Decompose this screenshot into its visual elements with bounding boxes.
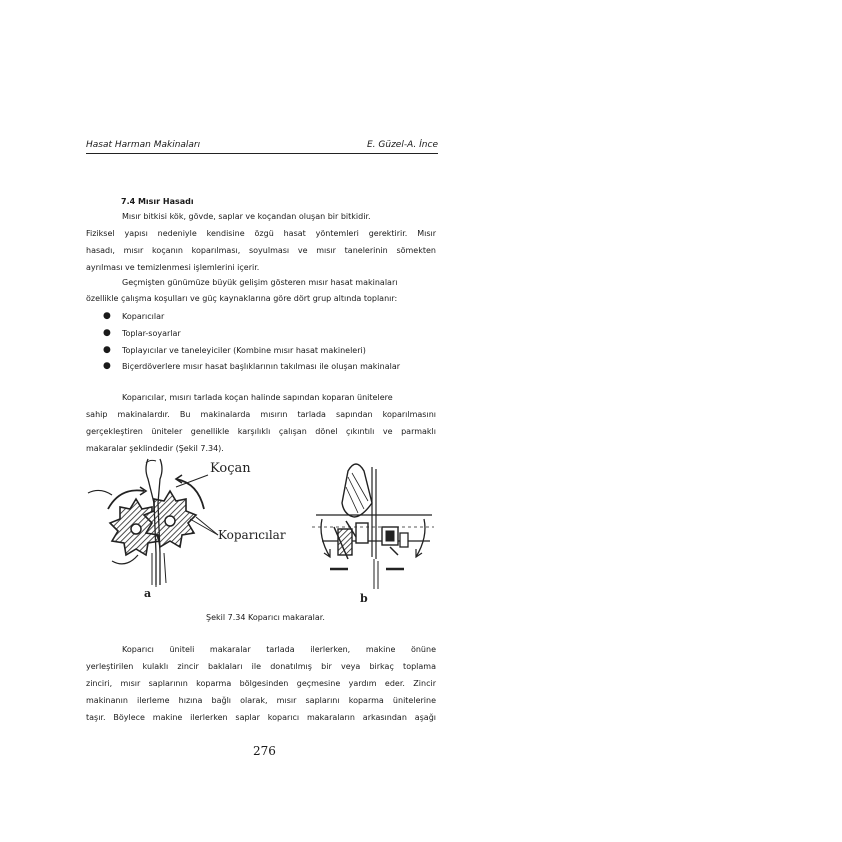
header-authors: E. Güzel-A. İnce xyxy=(367,140,438,150)
bullet-item: ● Biçerdöverlere mısır hasat başlıklarının takılması ile oluşan makinalar xyxy=(103,361,401,371)
bullet-dot-icon: ● xyxy=(103,361,111,371)
figure-picking-rollers xyxy=(86,457,438,605)
para2-line-2: özellikle çalışma koşulları ve güç kaynaklarına göre dört grup altında toplanır: xyxy=(86,294,398,303)
bullet-dot-icon: ● xyxy=(103,328,111,338)
para1-line-1: Mısır bitkisi kök, gövde, saplar ve koçandan oluşan bir bitkidir. xyxy=(122,212,371,221)
drawing-b-rollers xyxy=(312,464,434,589)
para3-line-3: gerçekleştiren üniteler genellikle karşılıklı çalışan dönel çıkıntılı ve parmaklı xyxy=(86,427,436,436)
bullet-dot-icon: ● xyxy=(103,311,111,321)
drawing-a-rollers xyxy=(88,459,218,587)
figure-caption: Şekil 7.34 Koparıcı makaralar. xyxy=(206,613,325,622)
para1-line-4: ayrılması ve temizlenmesi işlemlerini içerir. xyxy=(86,263,260,272)
label-b: b xyxy=(360,592,368,605)
para4-line-4: makinanın ilerleme hızına bağlı olarak, mısır saplarını koparma ünitelerine xyxy=(86,696,436,705)
para4-line-3: zinciri, mısır saplarının koparma bölgesinden geçmesine yardım eder. Zincir xyxy=(86,679,436,688)
para4-line-1: Koparıcı üniteli makaralar tarlada ilerlerken, makine önüne xyxy=(122,645,436,654)
page-number: 276 xyxy=(253,744,276,758)
label-koparicilar: Koparıcılar xyxy=(218,528,286,542)
para1-line-2: Fiziksel yapısı nedeniyle kendisine özgü hasat yöntemleri gerektirir. Mısır xyxy=(86,229,436,238)
bullet-dot-icon: ● xyxy=(103,345,111,355)
para4-line-2: yerleştirilen kulaklı zincir baklaları ile donatılmış bir veya birkaç toplama xyxy=(86,662,436,671)
para2-line-1: Geçmişten günümüze büyük gelişim gösteren mısır hasat makinaları xyxy=(122,278,398,287)
para3-line-1: Koparıcılar, mısırı tarlada koçan halinde sapından koparan ünitelere xyxy=(122,393,393,402)
para3-line-4: makaralar şeklindedir (Şekil 7.34). xyxy=(86,444,224,453)
para3-line-2: sahip makinalardır. Bu makinalarda mısırın tarlada sapından koparılmasını xyxy=(86,410,436,419)
label-kocan: Koçan xyxy=(210,461,251,476)
header-book-title: Hasat Harman Makinaları xyxy=(86,140,201,150)
bullet-item: ● Koparıcılar xyxy=(103,311,165,321)
running-header xyxy=(86,139,438,154)
section-title: 7.4 Mısır Hasadı xyxy=(121,197,194,206)
bullet-item: ● Toplayıcılar ve taneleyiciler (Kombine mısır hasat makineleri) xyxy=(103,345,366,355)
para4-line-5: taşır. Böylece makine ilerlerken saplar koparıcı makaraların arkasından aşağı xyxy=(86,713,436,722)
label-a: a xyxy=(144,587,152,600)
para1-line-3: hasadı, mısır koçanın koparılması, soyulması ve mısır tanelerinin sömekten xyxy=(86,246,436,255)
bullet-item: ● Toplar-soyarlar xyxy=(103,328,181,338)
